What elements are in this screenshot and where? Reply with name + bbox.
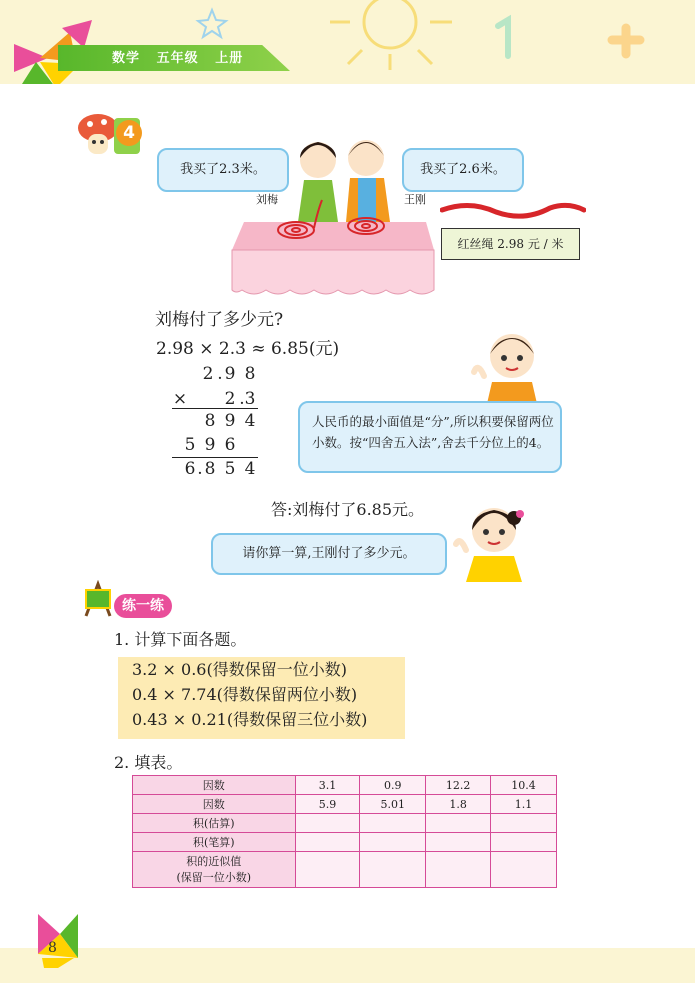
- shopping-scene-illustration: [226, 130, 442, 300]
- girl-pointing-icon: [452, 500, 530, 582]
- table-cell: 0.9: [360, 776, 426, 795]
- formula-text: 2.98 × 2.3 ≈ 6.85(元): [156, 339, 340, 359]
- digit: 8: [244, 364, 256, 384]
- digit: 8: [204, 459, 216, 479]
- answer-cell[interactable]: [426, 814, 491, 833]
- digit: .: [197, 459, 203, 479]
- row-label: 积的近似值 (保留一位小数): [133, 852, 296, 888]
- times-sign: ×: [172, 389, 188, 409]
- sun-icon: [330, 0, 452, 70]
- bubble-wanggang: 我买了2.6米。: [402, 148, 524, 192]
- table-cell: 1.8: [426, 795, 491, 814]
- boy-wanggang-icon: [346, 140, 390, 222]
- answer-cell[interactable]: [360, 852, 426, 888]
- boy-thinking-icon: [468, 326, 548, 408]
- digit: 6: [224, 435, 236, 455]
- table-cell: 5.01: [360, 795, 426, 814]
- answer-cell[interactable]: [426, 833, 491, 852]
- answer-cell[interactable]: [491, 833, 557, 852]
- name-wanggang: 王刚: [404, 193, 426, 206]
- row-label: 因数: [133, 795, 296, 814]
- name-liumei: 刘梅: [256, 193, 278, 206]
- table-row: [133, 776, 557, 795]
- answer-cell[interactable]: [491, 814, 557, 833]
- calc-rule: [172, 457, 258, 458]
- q1-box: [118, 657, 405, 739]
- answer-cell[interactable]: [360, 814, 426, 833]
- q1-label: 1. 计算下面各题。: [114, 630, 247, 649]
- practice-title: 练一练: [114, 594, 172, 618]
- row-label: 积(笔算): [133, 833, 296, 852]
- digit: 6: [184, 459, 196, 479]
- bottom-band: [0, 948, 695, 983]
- answer-cell[interactable]: [295, 852, 360, 888]
- table-row: [133, 814, 557, 833]
- table-cell: 12.2: [426, 776, 491, 795]
- q1-item: 0.4 × 7.74(得数保留两位小数): [132, 685, 358, 704]
- q1-item: 0.43 × 0.21(得数保留三位小数): [132, 710, 368, 729]
- table-row: [133, 852, 557, 888]
- table-cell: 5.9: [295, 795, 360, 814]
- header-title: 数学 五年级 上册: [112, 51, 244, 66]
- table-cell: 1.1: [491, 795, 557, 814]
- page-corner-icon: [38, 914, 78, 968]
- row-label: 积(估算): [133, 814, 296, 833]
- table-cell: 10.4: [491, 776, 557, 795]
- answer-text: 答:刘梅付了6.85元。: [271, 500, 425, 519]
- row-label: 因数: [133, 776, 296, 795]
- answer-cell[interactable]: [295, 814, 360, 833]
- digit: .: [217, 364, 223, 384]
- bubble-liumei: 我买了2.3米。: [157, 148, 289, 192]
- table-row: [133, 795, 557, 814]
- answer-cell[interactable]: [491, 852, 557, 888]
- number-one-icon: [498, 20, 508, 56]
- digit: 5: [184, 435, 196, 455]
- price-tag: 红丝绳 2.98 元 / 米: [441, 228, 580, 260]
- digit: 4: [244, 411, 256, 431]
- digit: 9: [224, 411, 236, 431]
- answer-cell[interactable]: [295, 833, 360, 852]
- answer-cell[interactable]: [426, 852, 491, 888]
- plus-icon: [612, 28, 640, 54]
- digit: 5: [224, 459, 236, 479]
- prompt-bubble: 请你算一算,王刚付了多少元。: [211, 533, 447, 575]
- digit: 9: [204, 435, 216, 455]
- star-icon: [198, 10, 226, 37]
- calc-rule: [172, 408, 258, 409]
- digit: 8: [204, 411, 216, 431]
- q1-item: 3.2 × 0.6(得数保留一位小数): [132, 660, 347, 679]
- table-cell: 3.1: [295, 776, 360, 795]
- question-text: 刘梅付了多少元?: [155, 310, 284, 330]
- tip-bubble: 人民币的最小面值是“分”,所以积要保留两位小数。按“四舍五入法”,舍去千分位上的4。: [298, 401, 562, 473]
- digit: 3: [244, 389, 256, 409]
- answer-cell[interactable]: [360, 833, 426, 852]
- top-decoration: [0, 0, 695, 84]
- digit: 2: [224, 389, 236, 409]
- fill-table: [132, 775, 557, 888]
- example-number: 4: [116, 120, 142, 146]
- digit: 2: [202, 364, 214, 384]
- easel-icon: [78, 580, 120, 620]
- page-number: 8: [48, 940, 57, 956]
- q2-label: 2. 填表。: [114, 753, 183, 772]
- digit: 4: [244, 459, 256, 479]
- digit: 9: [224, 364, 236, 384]
- red-rope-icon: [440, 198, 586, 222]
- table-row: [133, 833, 557, 852]
- digit: .: [239, 389, 245, 409]
